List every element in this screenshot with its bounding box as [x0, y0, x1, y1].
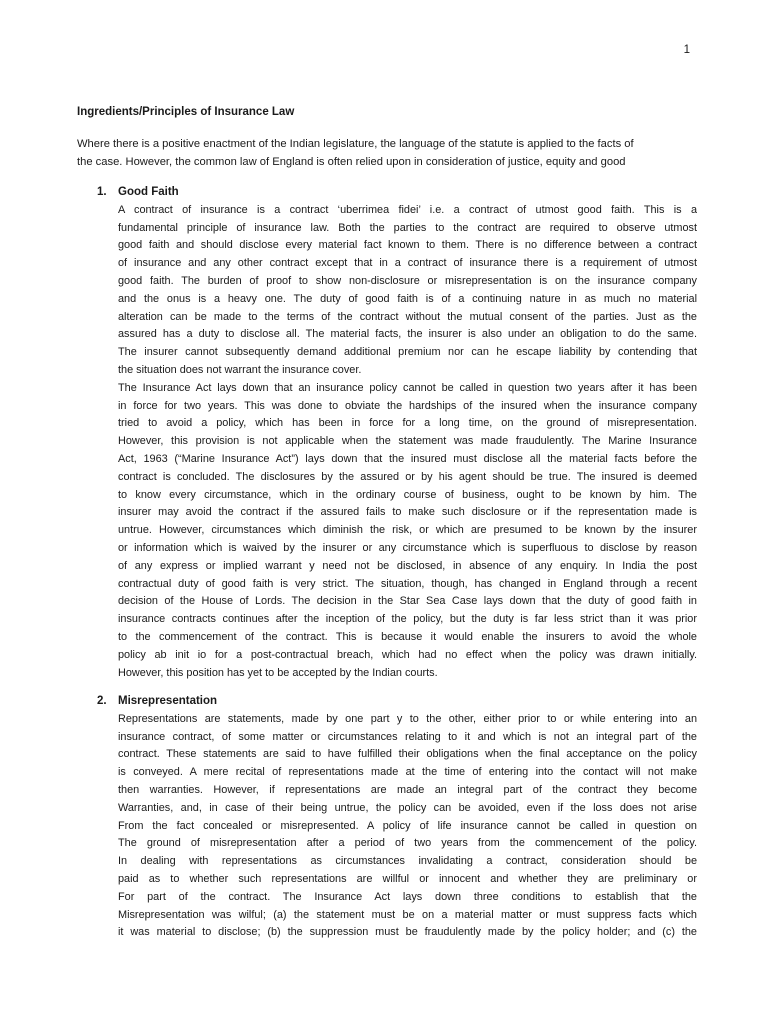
section-body: [97, 711, 697, 942]
intro-line: the case. However, the common law of England is often relied upon in consideration of justice, equity and good: [77, 156, 626, 169]
text-line: untrue. However, circumstances which diminish the risk, or which are presumed to be known by the insurer: [118, 524, 697, 537]
text-line: decision of the House of Lords. The decision in the Star Sea Case lays down that the duty of good faith in: [118, 595, 697, 608]
text-line: good faith. The burden of proof to show non-disclosure or misrepresentation is on the insurance company: [118, 274, 697, 287]
section-misrepresentation: [97, 693, 697, 942]
text-line: alteration can be made to the terms of the contract without the mutual consent of the parties. Just as the: [118, 310, 697, 323]
text-line: contract. These statements are said to have fulfilled their obligations when the final acceptance on the policy: [118, 748, 697, 761]
text-line: of any express or implied warrant y need not be disclosed, in absence of any enquiry. In India the post: [118, 559, 697, 572]
text-line: the situation does not warrant the insurance cover.: [118, 363, 362, 376]
text-line: However, this provision is not applicable when the statement was made fraudulently. The Marine Insurance: [118, 435, 697, 448]
text-line: contractual duty of good faith is very strict. The situation, though, has changed in England through a recent: [118, 577, 697, 590]
text-line: tried to avoid a policy, which has been in force for a long time, on the ground of misrepresentation.: [118, 417, 697, 430]
intro-paragraph: [77, 135, 697, 171]
text-line: assured has a duty to disclose all. The material facts, the insurer is also under an obligation to do the same.: [118, 328, 697, 341]
text-line: However, this position has yet to be accepted by the Indian courts.: [118, 666, 438, 679]
text-line: Act, 1963 (“Marine Insurance Act”) lays down that the insured must disclose all the material facts before the: [118, 452, 697, 465]
page-number: 1: [683, 44, 690, 56]
text-line: paid as to whether such representations are willful or innocent and whether they are preliminary or: [118, 872, 697, 885]
text-line: policy ab init io for a post-contractual breach, which had no effect when the policy was drawn initially.: [118, 648, 697, 661]
section-number: 1.: [97, 186, 107, 198]
text-line: insurance contract, of some matter or circumstances relating to it and which is not an integral part of the: [118, 730, 697, 743]
section-good-faith: [97, 184, 697, 682]
document-title: Ingredients/Principles of Insurance Law: [77, 106, 295, 118]
text-line: to the commencement of the contract. This is because it would enable the insurers to avoid the whole: [118, 630, 697, 643]
text-line: of insurance and any other contract except that in a contract of insurance there is a requirement of utmost: [118, 257, 697, 270]
text-line: it was material to disclose; (b) the suppression must be fraudulently made by the policy holder; and (c) the: [118, 926, 697, 939]
text-line: is conveyed. A mere recital of representations made at the time of entering into the contact will not make: [118, 766, 697, 779]
section-heading: [97, 184, 697, 202]
text-line: Misrepresentation was wilful; (a) the statement must be on a material matter or must suppress facts which: [118, 908, 697, 921]
text-line: in force for two years. This was done to obviate the hardships of the insured when the insurance company: [118, 399, 697, 412]
text-line: good faith and should disclose every material fact known to them. There is no difference between a contract: [118, 239, 697, 252]
intro-line: Where there is a positive enactment of the Indian legislature, the language of the statute is applied to the facts of: [77, 138, 634, 150]
text-line: The ground of misrepresentation after a period of two years from the commencement of the policy.: [118, 837, 697, 850]
section-number: 2.: [97, 695, 107, 707]
text-line: fundamental principle of insurance law. Both the parties to the contract are required to observe utmost: [118, 221, 697, 234]
text-line: A contract of insurance is a contract ‘uberrimea fidei’ i.e. a contract of utmost good faith. This is a: [118, 203, 697, 216]
text-line: From the fact concealed or misrepresented. A policy of life insurance cannot be called in question on: [118, 819, 697, 832]
text-line: The Insurance Act lays down that an insurance policy cannot be called in question two years after it has been: [118, 381, 697, 394]
section-body: [97, 202, 697, 683]
text-line: and the onus is a heavy one. The duty of good faith is of a continuing nature in as much no material: [118, 292, 697, 305]
text-line: Representations are statements, made by one part y to the other, either prior to or while entering into an: [118, 712, 697, 725]
section-title: Misrepresentation: [118, 695, 218, 707]
text-line: to know every circumstance, which in the ordinary course of business, ought to be known by him. The: [118, 488, 697, 501]
text-line: In dealing with representations as circumstances invalidating a contract, consideration should be: [118, 855, 697, 868]
text-line: For part of the contract. The Insurance Act lays down three conditions to establish that the: [118, 890, 697, 903]
text-line: contract is concluded. The disclosures by the assured or by his agent should be true. The insured is deemed: [118, 470, 697, 483]
text-line: or information which is waived by the insurer or any circumstance which is superfluous to disclose by reason: [118, 541, 697, 554]
text-line: Warranties, and, in case of their being untrue, the policy can be avoided, even if the loss does not arise: [118, 801, 697, 814]
text-line: insurance contracts continues after the inception of the policy, but the duty is far less strict than it was prior: [118, 613, 697, 626]
text-line: The insurer cannot subsequently demand additional premium nor can he escape liability by contending that: [118, 346, 697, 359]
text-line: insurer may avoid the contract if the assured fails to make such disclosure or if the representation made is: [118, 506, 697, 519]
text-line: then warranties. However, if representations are made an integral part of the contract they become: [118, 783, 697, 796]
section-heading: [97, 693, 697, 711]
section-title: Good Faith: [118, 186, 179, 198]
